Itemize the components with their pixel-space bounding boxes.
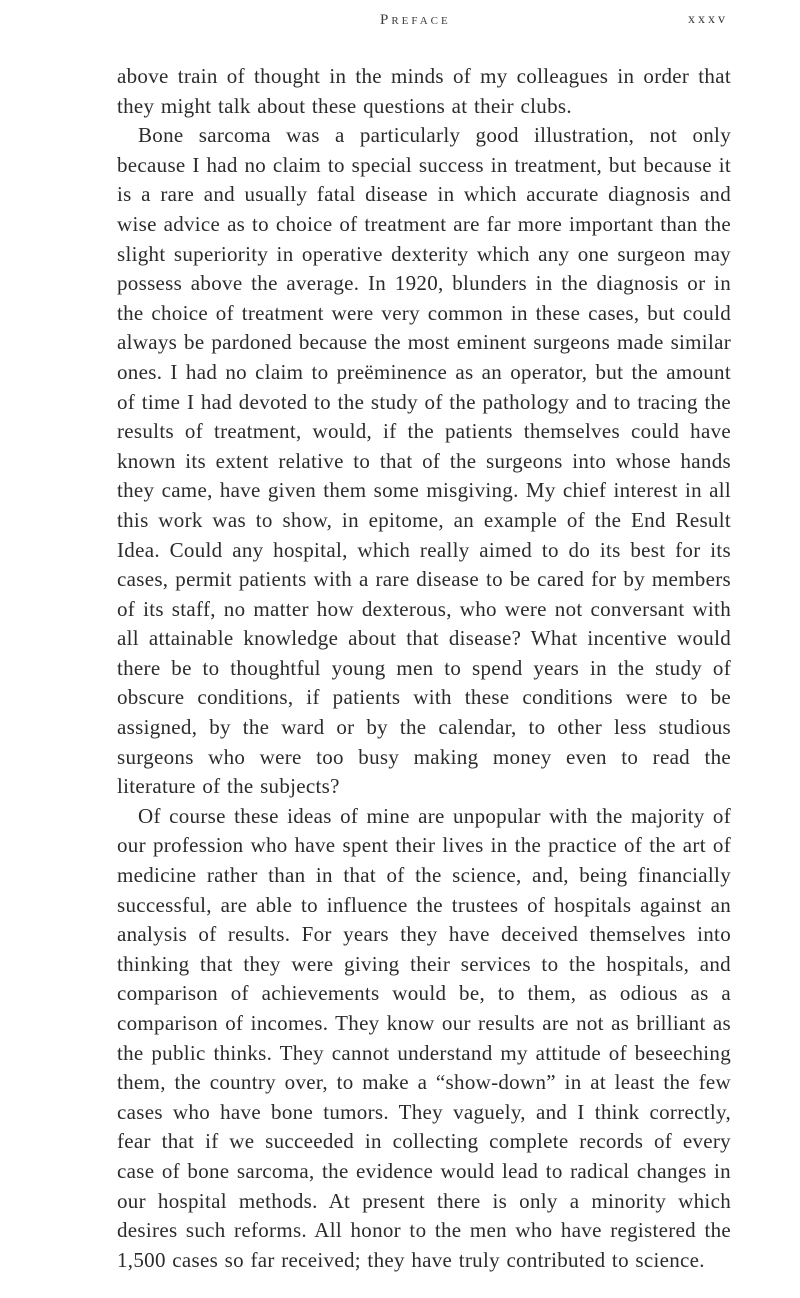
paragraph-continued: above train of thought in the minds of my colleagues in order that they might talk about these questions at their clubs. (117, 64, 731, 118)
paragraph-bone-sarcoma: Bone sarcoma was a particularly good illustration, not only because I had no claim to special success in treatment, but because it is a rare and usually fatal disease in which accurate diagnosis and wise advice as to choice of treatment are far more important than the slight superiority in operative dexterity which any one surgeon may possess above the average. In 1920, blunders in the diagnosis or in the choice of treatment were very common in these cases, but could always be pardoned because the most eminent surgeons made similar ones. I had no claim to preëminence as an operator, but the amount of time I had devoted to the study of the pathology and to tracing the results of treatment, would, if the patients themselves could have known its extent relative to that of the surgeons into whose hands they came, have given them some misgiving. My chief interest in all this work was to show, in epitome, an example of the End Result Idea. Could any hospital, which really aimed to do its best for its cases, permit patients with a rare disease to be cared for by members of its staff, no matter how dexterous, who were not conversant with all attainable knowledge about that disease? What incentive would there be to thoughtful young men to spend years in the study of obscure conditions, if patients with these conditions were to be assigned, by the ward or by the calendar, to other less studious surgeons who were too busy making money even to read the literature of the subjects? (117, 123, 731, 799)
page-number: xxxv (688, 12, 728, 27)
running-head (0, 12, 800, 36)
running-head-title: Preface (380, 12, 451, 28)
paragraph-unpopular-ideas: Of course these ideas of mine are unpopular with the majority of our profession who have spent their lives in the practice of the art of medicine rather than in that of the science, and, being financially successful, are able to influence the trustees of hospitals against an analysis of results. For years they have deceived themselves into thinking that they were giving their services to the hospitals, and comparison of achievements would be, to them, as odious as a comparison of incomes. They know our results are not as brilliant as the public thinks. They cannot understand my attitude of beseeching them, the country over, to make a “show-down” in at least the few cases who have bone tumors. They vaguely, and I think correctly, fear that if we succeeded in collecting complete records of every case of bone sarcoma, the evidence would lead to radical changes in our hospital methods. At present there is only a minority which desires such reforms. All honor to the men who have registered the 1,500 cases so far received; they have truly contributed to science. (117, 803, 731, 1272)
body-text (117, 62, 731, 1275)
